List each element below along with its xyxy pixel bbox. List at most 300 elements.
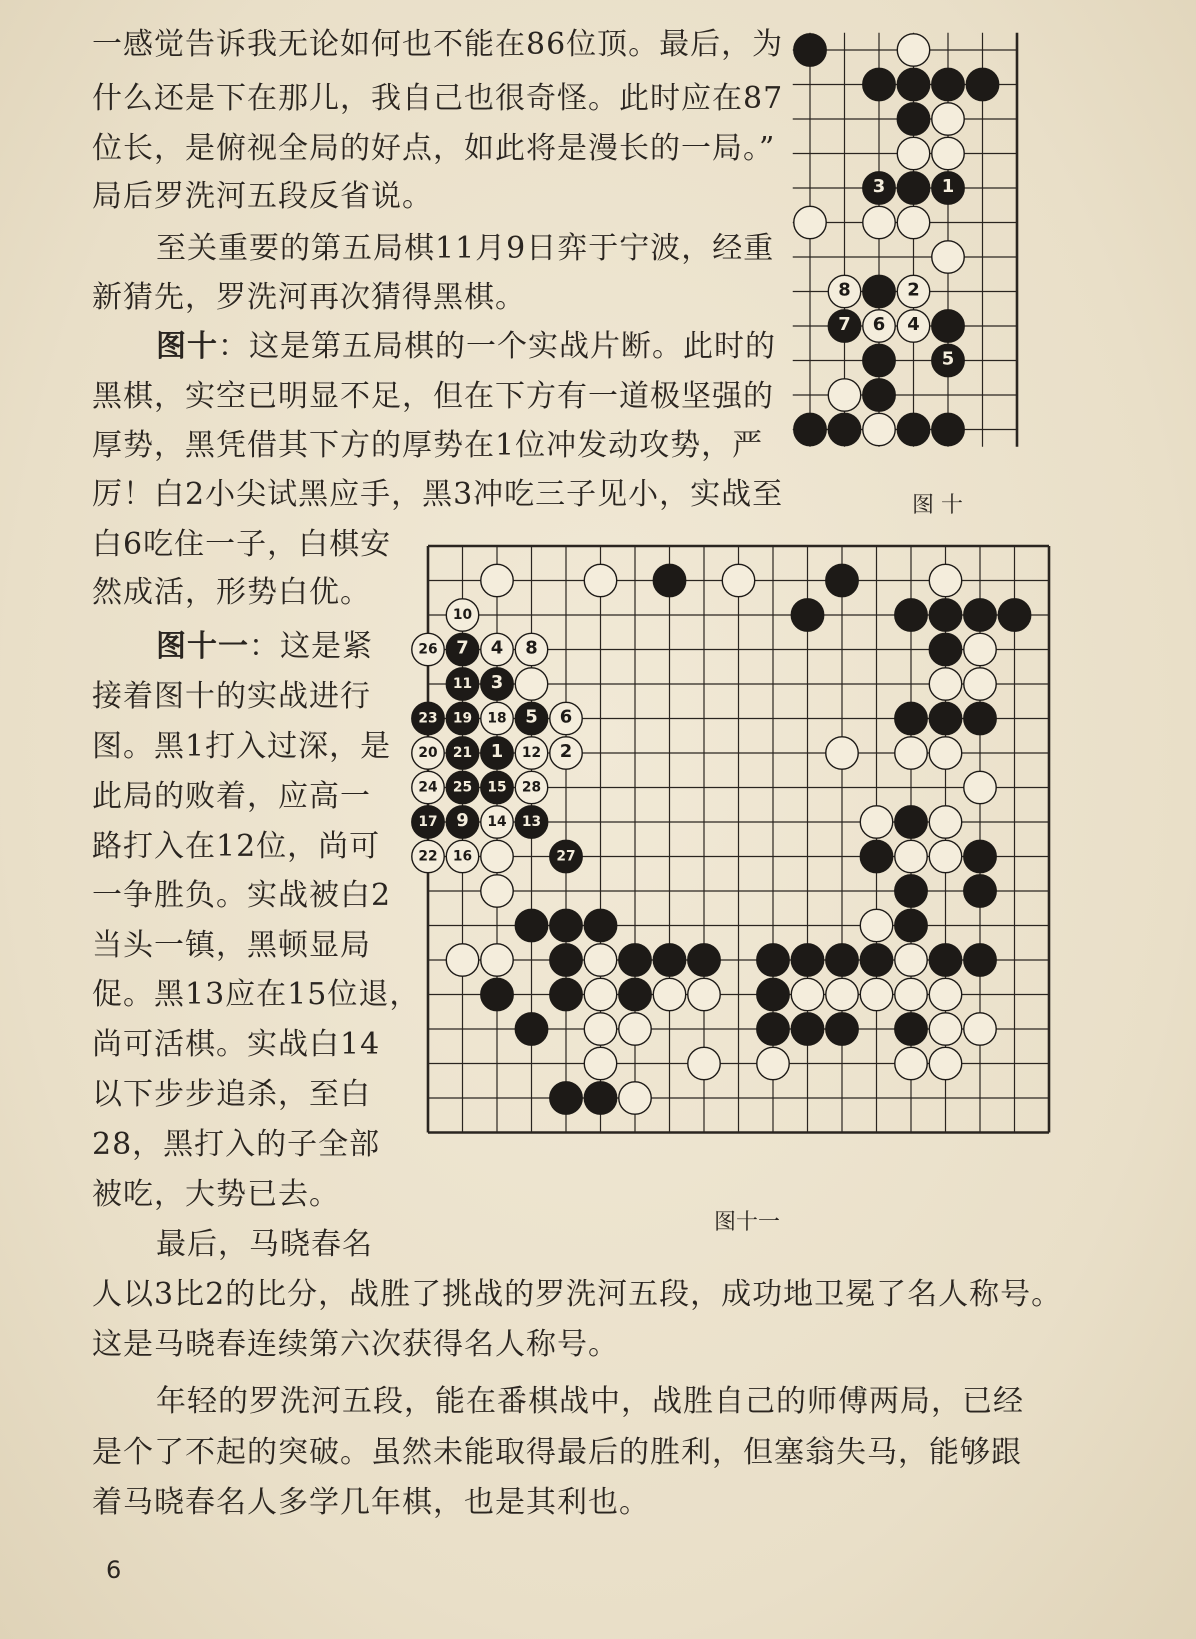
- text-line: 28，黑打入的子全部: [92, 1127, 381, 1162]
- black-stone: [412, 806, 444, 838]
- stone-disc: [791, 944, 823, 976]
- stone-disc: [860, 840, 892, 872]
- black-stone: [826, 944, 858, 976]
- stone-disc: [895, 978, 927, 1010]
- move-number: 10: [452, 607, 473, 624]
- stone-disc: [826, 944, 858, 976]
- stone-disc: [550, 978, 582, 1010]
- go-diagram-figure-11: [420, 540, 1084, 1200]
- white-stone: [929, 1013, 961, 1045]
- white-stone: [619, 1013, 651, 1045]
- move-number: 16: [452, 848, 473, 865]
- text-line: 一感觉告诉我无论如何也不能在86位顶。最后，为: [92, 27, 784, 62]
- stone-disc: [584, 564, 616, 596]
- figure-10-caption: 图 十: [912, 493, 963, 518]
- stone-disc: [584, 1082, 616, 1114]
- white-stone: [446, 944, 478, 976]
- white-stone: [584, 564, 616, 596]
- stone-disc: [897, 137, 929, 169]
- page-number: 6: [106, 1556, 122, 1584]
- white-stone: [584, 978, 616, 1010]
- move-number: 2: [559, 741, 573, 763]
- black-stone: [932, 68, 964, 100]
- stone-disc: [446, 944, 478, 976]
- stone-disc: [515, 1013, 547, 1045]
- text-line: 被吃，大势已去。: [92, 1177, 340, 1212]
- stone-disc: [794, 206, 826, 238]
- white-stone: [932, 103, 964, 135]
- black-stone: [895, 702, 927, 734]
- stone-disc: [826, 737, 858, 769]
- move-number: 4: [907, 314, 920, 336]
- move-number: 8: [838, 279, 851, 301]
- white-stone: [481, 840, 513, 872]
- black-stone: [515, 702, 547, 734]
- stone-disc: [619, 978, 651, 1010]
- stone-disc: [932, 413, 964, 445]
- stone-disc: [653, 944, 685, 976]
- stone-disc: [964, 875, 996, 907]
- white-stone: [791, 978, 823, 1010]
- white-stone: [584, 1013, 616, 1045]
- stone-disc: [791, 1013, 823, 1045]
- black-stone: [446, 702, 478, 734]
- stone-disc: [895, 737, 927, 769]
- stone-disc: [863, 344, 895, 376]
- stone-disc: [584, 1013, 616, 1045]
- black-stone: [619, 944, 651, 976]
- stone-disc: [895, 840, 927, 872]
- move-number: 5: [525, 706, 538, 728]
- white-stone: [964, 1013, 996, 1045]
- black-stone: [791, 599, 823, 631]
- text-line: 人以3比2的比分，战胜了挑战的罗洗河五段，成功地卫冕了名人称号。: [92, 1277, 1063, 1312]
- white-stone: [481, 564, 513, 596]
- black-stone: [895, 806, 927, 838]
- white-stone: [619, 1082, 651, 1114]
- stone-disc: [895, 702, 927, 734]
- white-stone: [863, 413, 895, 445]
- stone-disc: [757, 1013, 789, 1045]
- black-stone: [481, 978, 513, 1010]
- black-stone: [550, 944, 582, 976]
- stone-disc: [929, 633, 961, 665]
- black-stone: [550, 909, 582, 941]
- text-line: 是个了不起的突破。虽然未能取得最后的胜利，但塞翁失马，能够跟: [92, 1435, 1022, 1470]
- black-stone: [412, 702, 444, 734]
- stone-disc: [481, 944, 513, 976]
- move-number: 3: [872, 176, 886, 198]
- figure-10-heading: 图十: [156, 329, 218, 364]
- stone-disc: [897, 68, 929, 100]
- white-stone: [897, 310, 929, 342]
- stone-disc: [791, 599, 823, 631]
- move-number: 7: [456, 637, 469, 659]
- stone-disc: [584, 944, 616, 976]
- move-number: 9: [456, 810, 469, 832]
- white-stone: [860, 806, 892, 838]
- white-stone: [653, 978, 685, 1010]
- white-stone: [828, 275, 860, 307]
- stone-disc: [584, 909, 616, 941]
- white-stone: [929, 737, 961, 769]
- white-stone: [964, 633, 996, 665]
- black-stone: [932, 413, 964, 445]
- stone-disc: [550, 944, 582, 976]
- move-number: 19: [452, 710, 473, 727]
- stone-disc: [932, 137, 964, 169]
- white-stone: [481, 944, 513, 976]
- white-stone: [481, 633, 513, 665]
- text-line: 最后，马晓春名: [156, 1227, 373, 1262]
- white-stone: [446, 599, 478, 631]
- stone-disc: [929, 944, 961, 976]
- black-stone: [998, 599, 1030, 631]
- white-stone: [929, 564, 961, 596]
- black-stone: [515, 806, 547, 838]
- black-stone: [688, 944, 720, 976]
- stone-disc: [826, 564, 858, 596]
- stone-disc: [964, 1013, 996, 1045]
- stone-disc: [826, 978, 858, 1010]
- black-stone: [895, 875, 927, 907]
- white-stone: [929, 840, 961, 872]
- stone-disc: [929, 840, 961, 872]
- stone-disc: [964, 944, 996, 976]
- text-line: [156, 328, 776, 366]
- black-stone: [932, 344, 964, 376]
- stone-disc: [550, 1082, 582, 1114]
- move-number: 20: [418, 745, 438, 762]
- stone-disc: [481, 978, 513, 1010]
- black-stone: [826, 1013, 858, 1045]
- white-stone: [515, 737, 547, 769]
- black-stone: [964, 944, 996, 976]
- stone-disc: [897, 206, 929, 238]
- text-line: 以下步步追杀，至白: [92, 1077, 371, 1112]
- stone-disc: [964, 633, 996, 665]
- stone-disc: [515, 909, 547, 941]
- black-stone: [446, 771, 478, 803]
- text-line: 白6吃住一子，白棋安: [92, 527, 392, 562]
- text-span: ：这是紧: [249, 629, 373, 664]
- move-number: 4: [490, 637, 504, 659]
- white-stone: [897, 206, 929, 238]
- stone-disc: [863, 68, 895, 100]
- stone-disc: [791, 978, 823, 1010]
- white-stone: [895, 978, 927, 1010]
- move-number: 18: [487, 710, 507, 727]
- text-line: 图。黑1打入过深，是: [92, 729, 392, 764]
- move-number: 14: [487, 814, 507, 831]
- stone-disc: [619, 1082, 651, 1114]
- black-stone: [619, 978, 651, 1010]
- white-stone: [550, 737, 582, 769]
- black-stone: [515, 909, 547, 941]
- text-line: [156, 628, 373, 666]
- black-stone: [897, 413, 929, 445]
- stone-disc: [998, 599, 1030, 631]
- stone-disc: [515, 668, 547, 700]
- move-number: 12: [521, 745, 542, 762]
- white-stone: [722, 564, 754, 596]
- black-stone: [860, 944, 892, 976]
- black-stone: [446, 668, 478, 700]
- board-grid: [428, 546, 1049, 1133]
- stone-disc: [688, 1047, 720, 1079]
- white-stone: [895, 944, 927, 976]
- stone-disc: [932, 103, 964, 135]
- white-stone: [860, 978, 892, 1010]
- text-line: 接着图十的实战进行: [92, 679, 371, 714]
- text-line: 年轻的罗洗河五段，能在番棋战中，战胜自己的师傅两局，已经: [156, 1384, 1024, 1419]
- stone-disc: [481, 875, 513, 907]
- white-stone: [895, 737, 927, 769]
- black-stone: [929, 702, 961, 734]
- stone-disc: [653, 978, 685, 1010]
- black-stone: [757, 944, 789, 976]
- black-stone: [860, 840, 892, 872]
- stone-disc: [688, 978, 720, 1010]
- text-line: 局后罗洗河五段反省说。: [92, 179, 433, 214]
- stone-disc: [757, 1047, 789, 1079]
- stone-disc: [860, 978, 892, 1010]
- text-line: 着马晓春名人多学几年棋，也是其利也。: [92, 1485, 650, 1520]
- white-stone: [794, 206, 826, 238]
- stone-disc: [653, 564, 685, 596]
- move-number: 2: [907, 279, 920, 301]
- white-stone: [688, 978, 720, 1010]
- black-stone: [791, 1013, 823, 1045]
- text-line: 位长，是俯视全局的好点，如此将是漫长的一局。”: [92, 131, 776, 166]
- stone-disc: [895, 944, 927, 976]
- move-number: 28: [521, 779, 542, 796]
- stone-disc: [895, 909, 927, 941]
- black-stone: [446, 633, 478, 665]
- white-stone: [550, 702, 582, 734]
- stone-disc: [584, 978, 616, 1010]
- text-line: 新猜先，罗洗河再次猜得黑棋。: [92, 280, 526, 315]
- black-stone: [964, 702, 996, 734]
- move-number: 5: [941, 348, 955, 370]
- stone-disc: [826, 1013, 858, 1045]
- black-stone: [653, 944, 685, 976]
- text-line: 然成活，形势白优。: [92, 575, 371, 610]
- black-stone: [897, 103, 929, 135]
- black-stone: [584, 909, 616, 941]
- white-stone: [826, 737, 858, 769]
- black-stone: [895, 1013, 927, 1045]
- text-line: 路打入在12位，尚可: [92, 829, 381, 864]
- black-stone: [964, 599, 996, 631]
- stone-disc: [964, 702, 996, 734]
- white-stone: [897, 137, 929, 169]
- text-line: 当头一镇，黑顿显局: [92, 928, 371, 963]
- stone-disc: [895, 806, 927, 838]
- black-stone: [897, 68, 929, 100]
- move-number: 15: [487, 779, 507, 796]
- stone-disc: [897, 103, 929, 135]
- white-stone: [515, 668, 547, 700]
- stone-disc: [794, 413, 826, 445]
- white-stone: [964, 771, 996, 803]
- white-stone: [826, 978, 858, 1010]
- move-number: 23: [418, 710, 438, 727]
- black-stone: [929, 944, 961, 976]
- black-stone: [794, 34, 826, 66]
- stone-disc: [929, 702, 961, 734]
- stone-disc: [860, 909, 892, 941]
- stone-disc: [895, 1047, 927, 1079]
- white-stone: [929, 806, 961, 838]
- black-stone: [550, 1082, 582, 1114]
- stone-disc: [757, 978, 789, 1010]
- stone-disc: [757, 944, 789, 976]
- figure-11-caption: 图十一: [714, 1210, 781, 1235]
- stone-disc: [863, 413, 895, 445]
- black-stone: [757, 978, 789, 1010]
- black-stone: [757, 1013, 789, 1045]
- white-stone: [481, 702, 513, 734]
- go-diagram-figure-10: [820, 24, 1070, 494]
- text-span: ：这是第五局棋的一个实战片断。此时的: [218, 329, 776, 364]
- stone-disc: [481, 840, 513, 872]
- stone-disc: [932, 310, 964, 342]
- white-stone: [757, 1047, 789, 1079]
- stone-disc: [897, 34, 929, 66]
- white-stone: [964, 668, 996, 700]
- black-stone: [584, 1082, 616, 1114]
- black-stone: [863, 172, 895, 204]
- stone-disc: [895, 1013, 927, 1045]
- stone-disc: [828, 413, 860, 445]
- black-stone: [481, 668, 513, 700]
- stone-disc: [863, 379, 895, 411]
- text-line: 一争胜负。实战被白2: [92, 878, 392, 913]
- stone-disc: [584, 1047, 616, 1079]
- text-line: 尚可活棋。实战白14: [92, 1027, 381, 1062]
- black-stone: [929, 599, 961, 631]
- white-stone: [929, 1047, 961, 1079]
- black-stone: [932, 310, 964, 342]
- text-line: 厉！白2小尖试黑应手，黑3冲吃三子见小，实战至: [92, 477, 784, 512]
- black-stone: [826, 564, 858, 596]
- white-stone: [932, 241, 964, 273]
- stone-disc: [964, 668, 996, 700]
- move-number: 6: [872, 314, 886, 336]
- white-stone: [584, 1047, 616, 1079]
- stone-disc: [929, 737, 961, 769]
- move-number: 25: [452, 779, 473, 796]
- white-stone: [863, 310, 895, 342]
- stone-disc: [722, 564, 754, 596]
- black-stone: [791, 944, 823, 976]
- stone-disc: [929, 599, 961, 631]
- black-stone: [446, 806, 478, 838]
- stone-disc: [863, 206, 895, 238]
- figure-11-heading: 图十一: [156, 629, 249, 664]
- white-stone: [412, 840, 444, 872]
- black-stone: [446, 737, 478, 769]
- move-number: 26: [418, 641, 438, 658]
- stone-disc: [932, 68, 964, 100]
- black-stone: [550, 978, 582, 1010]
- stone-disc: [929, 1047, 961, 1079]
- stone-disc: [481, 564, 513, 596]
- move-number: 3: [490, 672, 504, 694]
- white-stone: [481, 806, 513, 838]
- stone-disc: [895, 875, 927, 907]
- move-number: 11: [452, 676, 473, 693]
- white-stone: [828, 379, 860, 411]
- stone-disc: [964, 771, 996, 803]
- stone-disc: [929, 668, 961, 700]
- black-stone: [481, 771, 513, 803]
- stone-disc: [860, 806, 892, 838]
- stone-disc: [619, 1013, 651, 1045]
- white-stone: [929, 668, 961, 700]
- stone-disc: [619, 944, 651, 976]
- stone-disc: [895, 599, 927, 631]
- white-stone: [895, 840, 927, 872]
- black-stone: [863, 344, 895, 376]
- black-stone: [863, 379, 895, 411]
- stone-disc: [863, 275, 895, 307]
- text-line: 黑棋，实空已明显不足，但在下方有一道极坚强的: [92, 379, 774, 414]
- text-line: 这是马晓春连续第六次获得名人称号。: [92, 1327, 619, 1362]
- move-number: 6: [559, 706, 573, 728]
- move-number: 1: [490, 741, 504, 763]
- move-number: 13: [521, 814, 542, 831]
- black-stone: [828, 310, 860, 342]
- white-stone: [688, 1047, 720, 1079]
- black-stone: [481, 737, 513, 769]
- black-stone: [964, 875, 996, 907]
- stone-disc: [964, 599, 996, 631]
- white-stone: [446, 840, 478, 872]
- black-stone: [515, 1013, 547, 1045]
- black-stone: [653, 564, 685, 596]
- stone-disc: [964, 840, 996, 872]
- black-stone: [895, 599, 927, 631]
- black-stone: [964, 840, 996, 872]
- white-stone: [863, 206, 895, 238]
- move-number: 8: [525, 637, 538, 659]
- stone-disc: [929, 978, 961, 1010]
- white-stone: [929, 978, 961, 1010]
- stone-disc: [688, 944, 720, 976]
- black-stone: [828, 413, 860, 445]
- white-stone: [515, 771, 547, 803]
- white-stone: [897, 275, 929, 307]
- black-stone: [895, 909, 927, 941]
- white-stone: [860, 909, 892, 941]
- text-line: 厚势，黑凭借其下方的厚势在1位冲发动攻势，严: [92, 428, 764, 463]
- move-number: 21: [452, 745, 473, 762]
- white-stone: [412, 633, 444, 665]
- white-stone: [515, 633, 547, 665]
- white-stone: [895, 1047, 927, 1079]
- white-stone: [412, 737, 444, 769]
- white-stone: [932, 137, 964, 169]
- text-line: 此局的败着，应高一: [92, 779, 371, 814]
- black-stone: [794, 413, 826, 445]
- black-stone: [863, 68, 895, 100]
- move-number: 1: [941, 176, 955, 198]
- white-stone: [584, 944, 616, 976]
- black-stone: [897, 172, 929, 204]
- stone-disc: [897, 172, 929, 204]
